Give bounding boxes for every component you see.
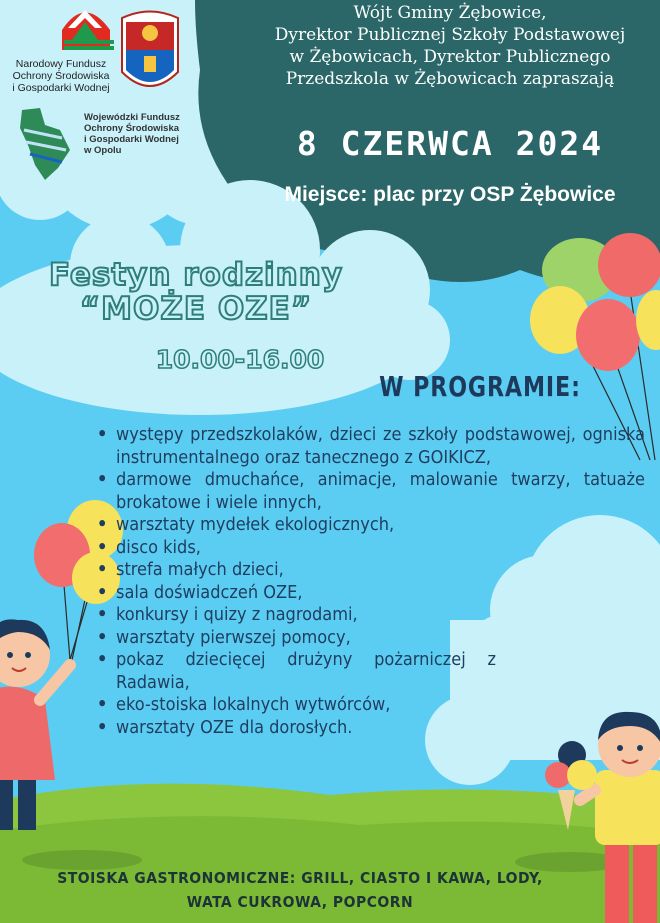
program-item: • pokaz dziecięcej drużyny pożarniczej z Radawia, [92, 649, 496, 694]
invitation-line: Wójt Gminy Żębowice, [353, 3, 547, 23]
invitation-line: w Żębowicach, Dyrektor Publicznego [289, 47, 611, 67]
coat-of-arms [122, 12, 178, 87]
program-item: • warsztaty OZE dla dorosłych. [92, 717, 645, 740]
program-item: • występy przedszkolaków, dzieci ze szkoły podstawowej, ogniska instrumentalnego oraz tanecznego z GOIKICZ, [92, 424, 645, 469]
program-item: • eko-stoiska lokalnych wytwórców, [92, 694, 645, 717]
food-stands [0, 866, 600, 914]
food-line: STOISKA GASTRONOMICZNE: GRILL, CIASTO I KAWA, LODY, [57, 869, 543, 887]
event-title [0, 258, 392, 326]
program-heading: W PROGRAMIE: [379, 370, 581, 403]
nfos-line: Narodowy Fundusz [15, 58, 107, 70]
program-item: • disco kids, [92, 537, 645, 560]
nfos-line: i Gospodarki Wodnej [12, 82, 110, 94]
nfos-caption [0, 58, 122, 94]
event-date: 8 CZERWCA 2024 [296, 124, 604, 163]
event-place: Miejsce: plac przy OSP Żębowice [284, 183, 616, 206]
program-item: • darmowe dmuchańce, animacje, malowanie twarzy, tatuaże brokatowe i wiele innych, [92, 469, 645, 514]
nfos-line: Ochrony Środowiska [12, 70, 110, 82]
invitation-text [255, 2, 645, 90]
program-item: • warsztaty pierwszej pomocy, [92, 627, 645, 650]
food-line: WATA CUKROWA, POPCORN [186, 893, 414, 911]
program-item: • warsztaty mydełek ekologicznych, [92, 514, 645, 537]
program-item: • strefa małych dzieci, [92, 559, 645, 582]
wfos-line: w Opolu [84, 145, 122, 156]
event-title-line: “MOŻE OZE” [79, 291, 313, 327]
wfos-caption [84, 112, 204, 156]
event-hours: 10.00-16.00 [155, 345, 325, 374]
invitation-line: Przedszkola w Żębowicach zapraszają [285, 69, 615, 89]
wfos-line: Ochrony Środowiska [84, 123, 180, 134]
program-item: • sala doświadczeń OZE, [92, 582, 645, 605]
program-list [92, 424, 645, 739]
invitation-line: Dyrektor Publicznej Szkoły Podstawowej [274, 25, 626, 45]
event-title-line: Festyn rodzinny [48, 257, 344, 293]
program-item: • konkursy i quizy z nagrodami, [92, 604, 645, 627]
wfos-line: i Gospodarki Wodnej [84, 134, 179, 145]
wfos-line: Wojewódzki Fundusz [84, 112, 180, 123]
